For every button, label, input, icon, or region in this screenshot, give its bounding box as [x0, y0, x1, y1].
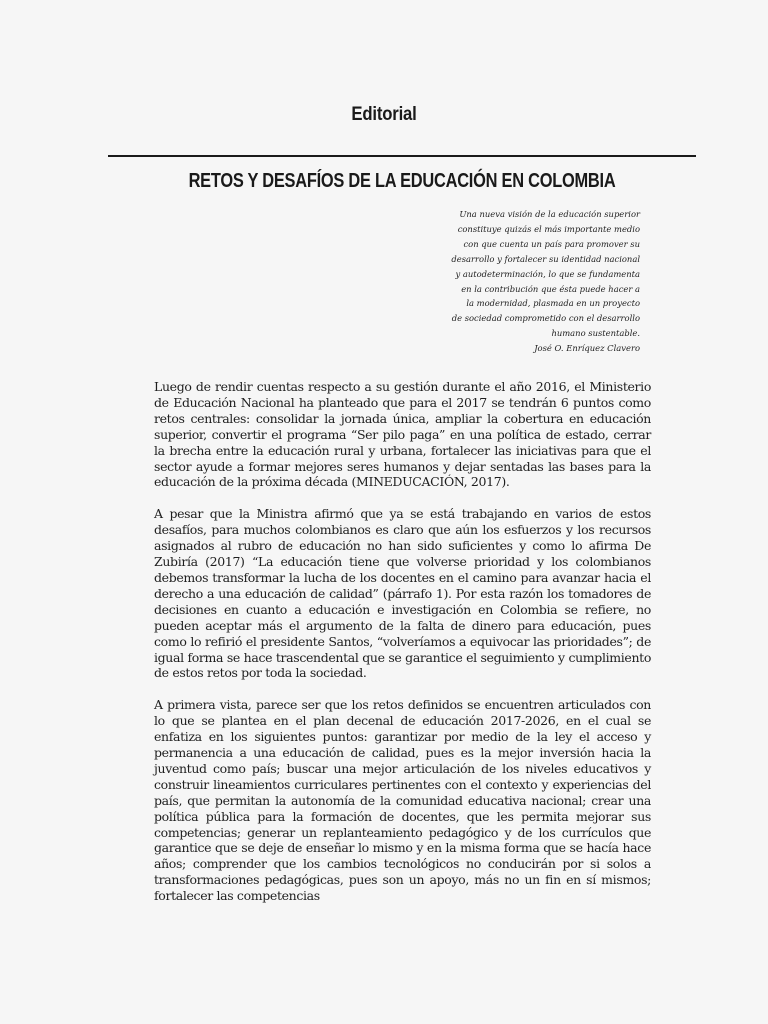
epigraph-line: en la contribución que ésta puede hacer a	[461, 283, 640, 294]
epigraph-line: desarrollo y fortalecer su identidad nacional	[451, 253, 640, 264]
body-paragraph: A pesar que la Ministra afirmó que ya se está trabajando en varios de estos desafíos, para muchos colombianos es claro que aún los esfuerzos y los recursos asignados al rubro de educación no han sido suficientes y como lo afirma De Zubiría (2017) “La educación tiene que volverse prioridad y los colombianos debemos transformar la lucha de los docentes en el camino para avanzar hacia el derecho a una educación de calidad” (párrafo 1). Por esta razón los tomadores de decisiones en cuanto a educación e investigación en Colombia se refiere, no pueden aceptar más el argumento de la falta de dinero para educación, pues como lo refirió el presidente Santos, “volveríamos a equivocar las prioridades”; de igual forma se hace trascendental que se garantice el seguimiento y cumplimiento de estos retos por toda la sociedad.	[154, 506, 651, 681]
section-label: Editorial	[351, 104, 417, 125]
title-divider	[108, 155, 696, 157]
epigraph-line: la modernidad, plasmada en un proyecto	[466, 298, 640, 309]
epigraph-line: constituye quizás el más importante medio	[457, 223, 640, 234]
body-paragraph: Luego de rendir cuentas respecto a su gestión durante el año 2016, el Ministerio de Educación Nacional ha planteado que para el 2017 se tendrán 6 puntos como retos centrales: consolidar la jornada única, ampliar la cobertura en educación superior, convertir el programa “Ser pilo paga” en una política de estado, cerrar la brecha entre la educación rural y urbana, fortalecer las iniciativas para que el sector ayude a formar mejores seres humanos y dejar sentadas las bases para la educación de la próxima década (MINEDUCACIÓN, 2017).	[154, 379, 651, 490]
epigraph-quote	[390, 207, 640, 356]
article-title: RETOS Y DESAFÍOS DE LA EDUCACIÓN EN COLOMBIA	[188, 170, 616, 192]
article-body	[154, 379, 651, 920]
epigraph-line: humano sustentable.	[551, 328, 640, 339]
epigraph-line: y autodeterminación, lo que se fundamenta	[455, 268, 640, 279]
epigraph-line: con que cuenta un país para promover su	[463, 238, 640, 249]
epigraph-line: Una nueva visión de la educación superior	[459, 209, 640, 219]
body-paragraph: A primera vista, parece ser que los retos definidos se encuentren articulados con lo que se plantea en el plan decenal de educación 2017-2026, en el cual se enfatiza en los siguientes puntos: garantizar por medio de la ley el acceso y permanencia a una educación de calidad, pues es la mejor inversión hacia la juventud como país; buscar una mejor articulación de los niveles educativos y construir lineamientos curriculares pertinentes con el contexto y experiencias del país, que permitan la autonomía de la comunidad educativa nacional; crear una política pública para la formación de docentes, que les permita mejorar sus competencias; generar un replanteamiento pedagógico y de los currículos que garantice que se deje de enseñar lo mismo y en la misma forma que se hacía hace años; comprender que los cambios tecnológicos no conducirán por si solos a transformaciones pedagógicas, pues son un apoyo, más no un fin en sí mismos; fortalecer las competencias	[154, 697, 651, 904]
epigraph-line: de sociedad comprometido con el desarrollo	[451, 313, 640, 324]
epigraph-author: José O. Enríquez Clavero	[534, 343, 640, 354]
